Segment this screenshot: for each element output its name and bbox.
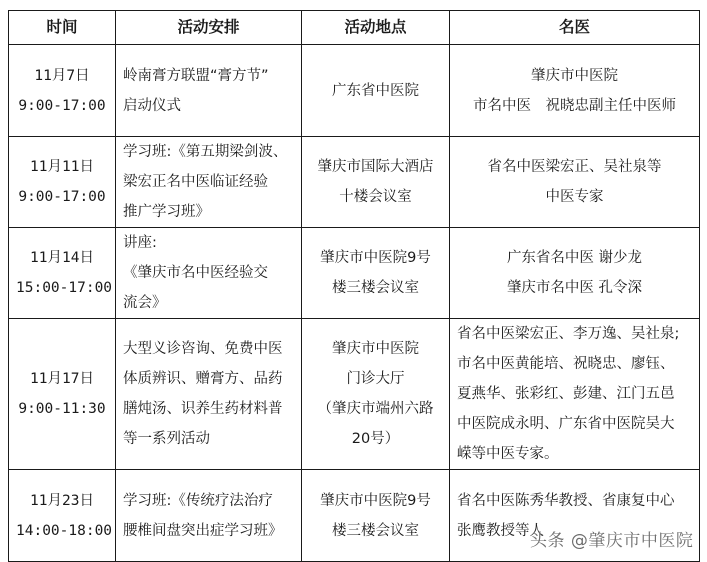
cell-location [302,470,450,562]
cell-activity [116,470,302,562]
table-header-row [9,11,700,45]
doctor-line: 肇庆市中医院 [531,67,618,84]
cell-doctors [450,228,700,319]
header-activity: 活动安排 [116,11,302,45]
event-date: 11月17日 [30,371,94,387]
event-hours: 14:00-18:00 [16,522,113,539]
doctor-line: 肇庆市名中医 孔令深 [506,280,643,296]
event-hours: 9:00-17:00 [18,97,106,114]
activity-line: 启动仪式 [123,97,181,114]
activity-schedule-table [8,10,700,562]
activity-line: 学习班:《传统疗法治疗 [123,492,273,509]
cell-doctors [450,137,700,228]
cell-location [302,228,450,319]
event-date: 11月7日 [34,67,90,84]
event-hours: 9:00-17:00 [18,189,106,205]
doctor-line: 张鹰教授等人 [457,522,544,539]
cell-doctors [450,319,700,470]
location-line: 广东省中医院 [332,82,419,99]
header-location: 活动地点 [302,11,450,45]
doctor-line: 市名中医黄能培、祝晓忠、廖钰、 [457,356,675,372]
activity-line: 大型义诊咨询、免费中医 [123,341,283,357]
event-hours: 9:00-11:30 [18,401,106,417]
activity-line: 等一系列活动 [123,431,210,447]
activity-line: 膳炖汤、识养生药材料普 [123,401,283,417]
cell-location [302,319,450,470]
header-time: 时间 [9,11,116,45]
doctor-line: 省名中医陈秀华教授、省康复中心 [457,492,675,509]
cell-activity [116,319,302,470]
cell-activity [116,228,302,319]
doctor-line: 中医专家 [545,189,604,205]
location-line: 肇庆市国际大酒店 [317,159,434,175]
table-row [9,45,700,137]
cell-activity [116,137,302,228]
table-row [9,319,700,470]
doctor-line: 市名中医 祝晓忠副主任中医师 [473,97,676,114]
cell-time [9,319,116,470]
cell-location [302,45,450,137]
cell-time [9,45,116,137]
location-line: （肇庆市端州六路 [317,401,434,417]
activity-line: 讲座: [123,235,157,251]
activity-line: 流会》 [123,295,167,311]
doctor-line: 中医院成永明、广东省中医院吴大 [457,416,675,432]
activity-line: 体质辨识、赠膏方、品药 [123,371,283,387]
cell-time [9,470,116,562]
location-line: 肇庆市中医院9号 [320,250,431,266]
cell-location [302,137,450,228]
doctor-line: 省名中医梁宏正、吴社泉等 [487,159,662,175]
doctor-line: 夏燕华、张彩红、彭建、江门五邑 [457,386,675,402]
doctor-line: 嵘等中医专家。 [457,446,559,462]
table-row [9,137,700,228]
cell-activity [116,45,302,137]
location-line: 楼三楼会议室 [332,522,419,539]
cell-time [9,137,116,228]
location-line: 20号） [351,431,400,447]
event-date: 11月23日 [30,492,94,509]
doctor-line: 广东省名中医 谢少龙 [506,250,643,266]
activity-line: 岭南膏方联盟“膏方节” [123,67,269,84]
activity-line: 学习班:《第五期梁剑波、 [123,144,288,160]
event-date: 11月14日 [30,250,94,266]
location-line: 肇庆市中医院 [332,341,419,357]
location-line: 门诊大厅 [346,371,405,387]
activity-line: 腰椎间盘突出症学习班》 [123,522,283,539]
activity-line: 《肇庆市名中医经验交 [123,265,268,281]
header-doctors: 名医 [450,11,700,45]
location-line: 肇庆市中医院9号 [320,492,431,509]
activity-line: 推广学习班》 [123,204,210,220]
cell-time [9,228,116,319]
location-line: 十楼会议室 [339,189,412,205]
doctor-line: 省名中医梁宏正、李万逸、吴社泉; [457,326,680,342]
location-line: 楼三楼会议室 [332,280,419,296]
event-hours: 15:00-17:00 [16,280,113,296]
cell-doctors [450,45,700,137]
source-watermark: 头条 @肇庆市中医院 [530,531,694,551]
table-row [9,228,700,319]
event-date: 11月11日 [30,159,94,175]
activity-line: 梁宏正名中医临证经验 [123,174,268,190]
